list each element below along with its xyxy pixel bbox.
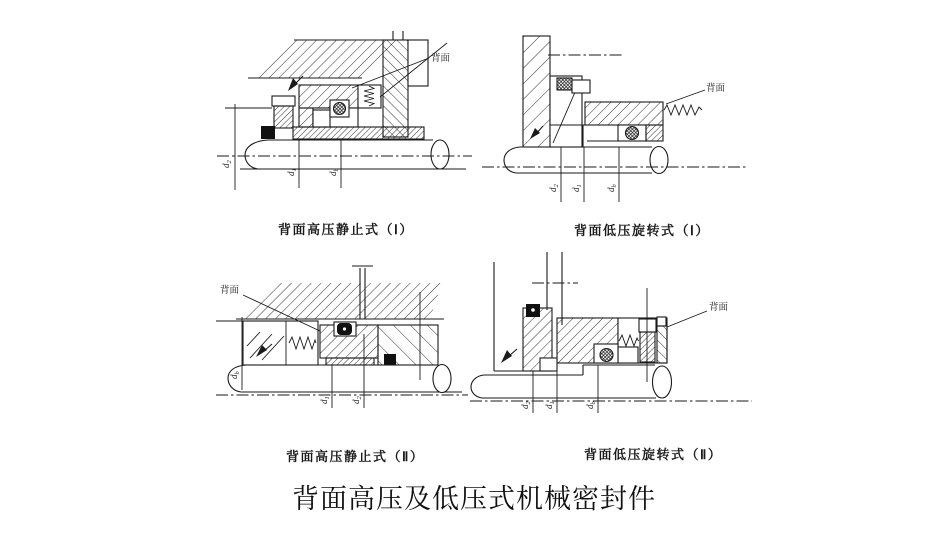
dim-label-d1: $d_1$ [571,184,583,192]
dim-label-d2: $d_2$ [351,396,363,404]
leader-line [666,90,705,104]
figure-high-pressure-static-1 [215,30,475,222]
dim-label-d1: $d_1$ [286,168,298,176]
dim-label-d1: $d_1$ [544,401,556,409]
shaft [216,365,468,396]
figure-caption-1: 背面高压静止式（Ⅰ） [278,222,414,237]
set-bolt [639,319,656,332]
o-ring-symbol [600,349,613,362]
figure-caption-3: 背面高压静止式（Ⅱ） [286,449,425,464]
figure-caption-2: 背面低压旋转式（Ⅰ） [574,223,710,238]
flow-arrow-icon [501,349,517,363]
back-face-label: 背面 [709,303,729,313]
back-face-label: 背面 [706,84,726,94]
figure-high-pressure-static-2 [215,258,470,448]
dimension-lines [561,147,619,202]
gland-block [243,321,318,365]
figure-caption-4: 背面低压旋转式（Ⅱ） [584,447,723,462]
packing-ring [384,354,396,365]
dim-label-db: $d_b$ [328,168,340,176]
dim-label-db: $d_b$ [229,371,241,379]
dim-label-db: $d_b$ [606,184,618,192]
o-ring-symbol [334,103,346,115]
back-face-label: 背面 [431,54,451,64]
back-face-label: 背面 [220,286,240,296]
dim-label-d1: $d_1$ [319,396,331,404]
figure-low-pressure-rotating-1 [480,30,752,222]
figure-low-pressure-rotating-2 [460,250,755,446]
o-ring-symbol [626,127,639,140]
shaft [217,140,472,169]
rotating-ring [585,102,663,125]
dim-label-db: $d_b$ [585,401,597,409]
packing-ring [261,126,275,139]
dim-label-d2: $d_2$ [221,160,233,168]
main-title: 背面高压及低压式机械密封件 [292,484,656,514]
shaft [482,147,748,174]
housing-wall [383,40,408,137]
dim-label-d2: $d_2$ [520,401,532,409]
shaft [470,365,752,401]
spring-symbol [664,105,702,115]
packing-ring [557,78,572,90]
housing-hatch [242,283,442,319]
dim-label-d2: $d_2$ [548,184,560,192]
shaft-sleeve [293,127,424,139]
leader-line [667,311,707,327]
housing-hatch [256,40,398,78]
